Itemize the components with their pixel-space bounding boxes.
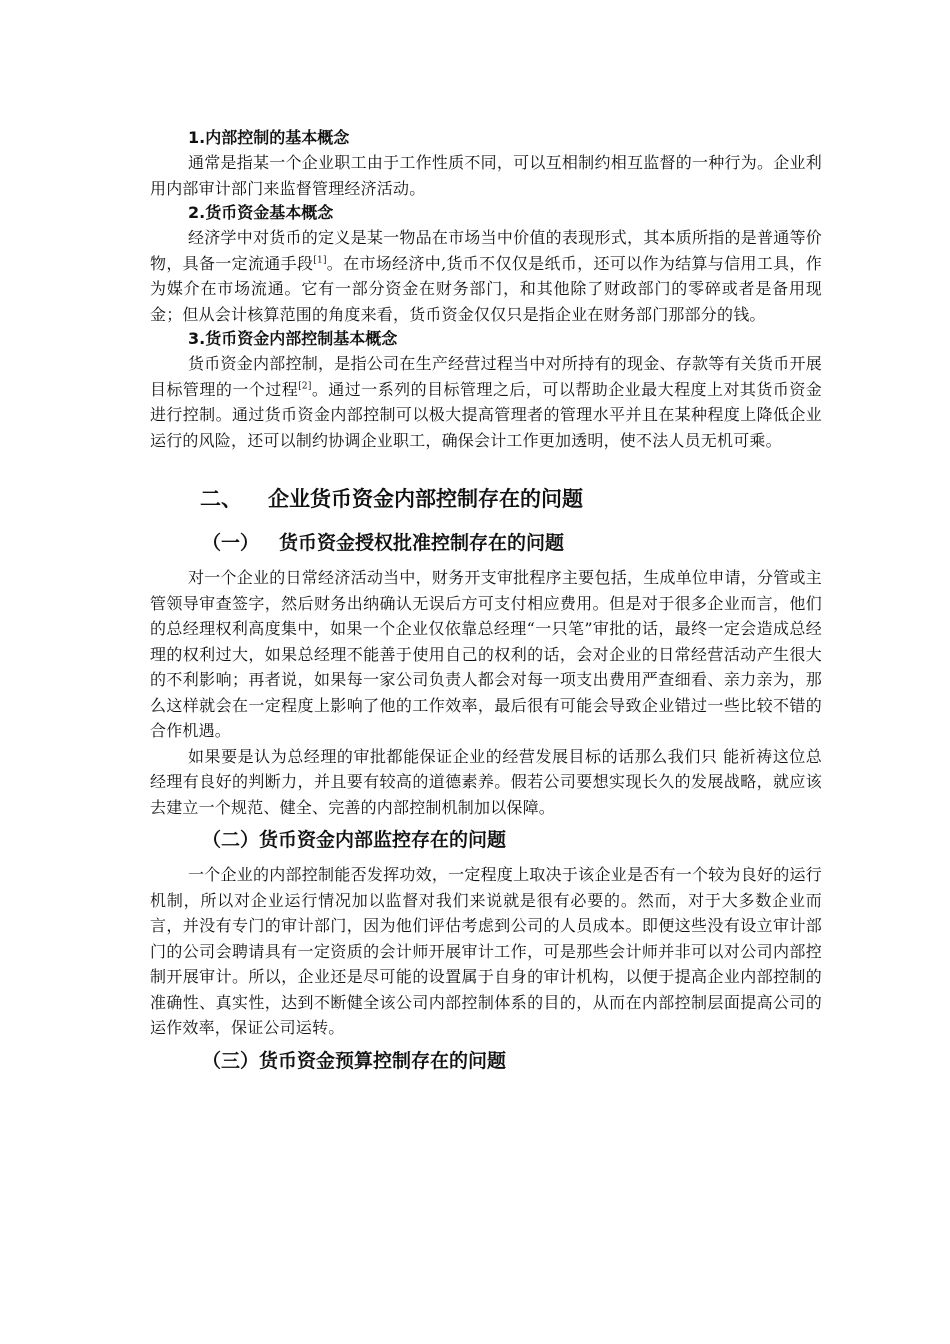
chapter-title: 企业货币资金内部控制存在的问题 bbox=[268, 487, 583, 511]
paragraph-monitoring: 一个企业的内部控制能否发挥功效，一定程度上取决于该企业是否有一个较为良好的运行机制，所以对企业运行情况加以监督对我们来说就是很有必要的。然而，对于大多数企业而言，并没有专门的审计部门，因为他们评估考虑到公司的人员成本。即便这些没有设立审计部门的公司会聘请具有一定资质的会计师开展审计工作，可是那些会计师并非可以对公司内部控制开展审计。所以，企业还是尽可能的设置属于自身的审计机构，以便于提高企业内部控制的准确性、真实性，达到不断健全该公司内部控制体系的目的，从而在内部控制层面提高公司的运作效率，保证公司运转。 bbox=[150, 865, 822, 1037]
subheading-funds-internal-control-concept: 3.货币资金内部控制基本概念 bbox=[188, 329, 398, 348]
section-number: （一） bbox=[202, 532, 260, 554]
paragraph-monetary-funds-concept bbox=[150, 225, 822, 327]
paragraph-authorization-1: 对一个企业的日常经济活动当中，财务开支审批程序主要包括，生成单位申请，分管或主管领导审查签字，然后财务出纳确认无误后方可支付相应费用。但是对于很多企业而言，他们的总经理权利高度集中，如果一个企业仅依靠总经理“一只笔”审批的话，最终一定会造成总经理的权利过大，如果总经理不能善于使用自己的权利的话，会对企业的日常经营活动产生很大的不利影响；再者说，如果每一家公司负责人都会对每一项支出费用严查细看、亲力亲为，那么这样就会在一定程度上影响了他的工作效率，最后很有可能会导致企业错过一些比较不错的合作机遇。 bbox=[150, 568, 822, 740]
document-body bbox=[150, 126, 822, 1083]
citation-ref-2: [2] bbox=[298, 381, 312, 392]
paragraph-text-part: 货币资金内部控制，是指公司在生产经营过程当中对所持有的现金、存款等有关货币开展目标管理的一个过程 bbox=[150, 354, 822, 399]
section-heading-budget: （三）货币资金预算控制存在的问题 bbox=[202, 1049, 507, 1072]
paragraph-text-part: 。在市场经济中,货币不仅仅是纸币，还可以作为结算与信用工具，作为媒介在市场流通。它有一部分资金在财务部门，和其他除了财政部门的零碎或者是备用现金；但从会计核算范围的角度来看，货币资金仅仅只是指企业在财务部门那部分的钱。 bbox=[150, 253, 822, 324]
paragraph-funds-internal-control-concept bbox=[150, 351, 822, 453]
chapter-number: 二、 bbox=[200, 487, 242, 511]
citation-ref-1: [1] bbox=[313, 255, 327, 266]
section-heading-authorization bbox=[150, 529, 822, 557]
paragraph-text-part: 。通过一系列的目标管理之后，可以帮助企业最大程度上对其货币资金进行控制。通过货币资金内部控制可以极大提高管理者的管理水平并且在某种程度上降低企业运行的风险，还可以制约协调企业职工，确保会计工作更加透明，使不法人员无机可乘。 bbox=[150, 379, 822, 450]
paragraph-text-part: 经济学中对货币的定义是某一物品在市场当中价值的表现形式，其本质所指的是普通等价物，具备一定流通手段 bbox=[150, 228, 822, 273]
paragraph-internal-control-concept: 通常是指某一个企业职工由于工作性质不同，可以互相制约相互监督的一种行为。企业利用内部审计部门来监督管理经济活动。 bbox=[150, 153, 822, 198]
subheading-internal-control-concept: 1.内部控制的基本概念 bbox=[188, 128, 350, 147]
subheading-monetary-funds-concept: 2.货币资金基本概念 bbox=[188, 203, 334, 222]
section-heading-monitoring: （二）货币资金内部监控存在的问题 bbox=[202, 829, 507, 851]
paragraph-authorization-2: 如果要是认为总经理的审批都能保证企业的经营发展目标的话那么我们只 能祈祷这位总经理有良好的判断力，并且要有较高的道德素养。假若公司要想实现长久的发展战略，就应该去建立一个规范、健全、完善的内部控制机制加以保障。 bbox=[150, 746, 822, 817]
chapter-heading bbox=[150, 484, 822, 514]
section-title: 货币资金授权批准控制存在的问题 bbox=[279, 532, 565, 554]
